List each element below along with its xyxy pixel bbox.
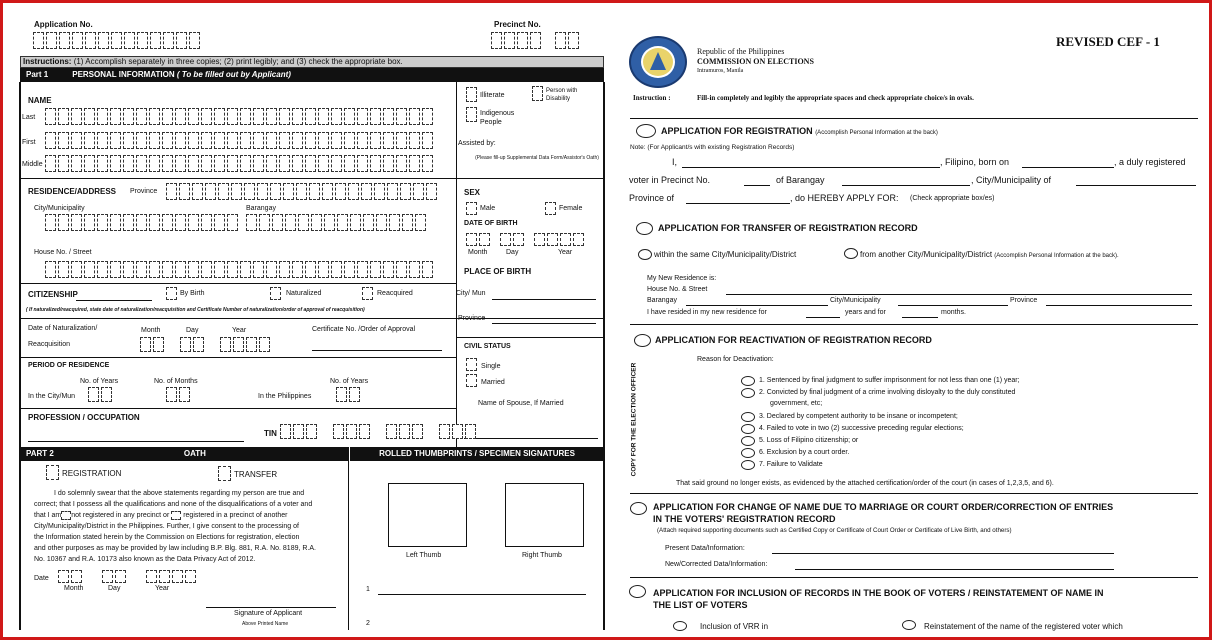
- from-text: from another City/Municipality/District: [860, 250, 993, 259]
- divider-address: [20, 283, 456, 284]
- change-title-2: IN THE VOTERS' REGISTRATION RECORD: [653, 514, 836, 524]
- spouse-line[interactable]: [464, 438, 598, 439]
- divider-transfer: [630, 324, 1198, 325]
- reason-5: 5. Loss of Filipino citizenship; or: [759, 437, 859, 444]
- house-street-label: House No. & Street: [647, 286, 708, 293]
- in-ph-label: In the Philippines: [258, 393, 312, 400]
- change-title-1: APPLICATION FOR CHANGE OF NAME DUE TO MARRIAGE OR COURT ORDER/CORRECTION OF ENTRIES: [653, 502, 1114, 512]
- inclusion-title-2: THE LIST OF VOTERS: [653, 600, 748, 610]
- specimen-2-label: 2: [366, 620, 370, 627]
- reason-label: Reason for Deactivation:: [697, 356, 774, 363]
- divider-name: [20, 178, 604, 179]
- naturalized-checkbox[interactable]: [270, 287, 281, 300]
- transfer-title: APPLICATION FOR TRANSFER OF REGISTRATION RECORD: [658, 223, 918, 233]
- instructions-strip: [20, 56, 604, 68]
- naturalized-label: Naturalized: [286, 290, 322, 297]
- name-label: NAME: [28, 96, 52, 105]
- new-city-line[interactable]: [898, 305, 1008, 306]
- line3-b: , do HEREBY APPLY FOR:: [790, 193, 899, 203]
- specimen-1-label: 1: [366, 586, 370, 593]
- date-naturalization-label: Date of Naturalization/: [28, 325, 98, 332]
- period-label: PERIOD OF RESIDENCE: [28, 362, 110, 369]
- oath-line-3c: registered in a precinct of another: [183, 512, 288, 519]
- reason-4: 4. Failed to vote in two (2) successive preceding regular elections;: [759, 425, 964, 432]
- divider-change: [630, 577, 1198, 578]
- reason-6-oval[interactable]: [741, 448, 755, 458]
- house-street-line[interactable]: [726, 294, 1192, 295]
- oath-label: OATH: [183, 449, 206, 458]
- house-boxes[interactable]: [45, 261, 435, 278]
- dob-month-label: Month: [468, 249, 488, 256]
- oath-line-3a: that I am: [34, 512, 62, 519]
- reinstate-oval[interactable]: [902, 620, 916, 630]
- oath-line-7: No. 10367 and R.A. 10173 also known as the Data Privacy Act of 2012.: [34, 556, 256, 563]
- oath-text: [34, 488, 336, 565]
- inclusion-title-1: APPLICATION FOR INCLUSION OF RECORDS IN THE BOOK OF VOTERS / REINSTATEMENT OF NAME IN: [653, 588, 1104, 598]
- nat-day-label: Day: [186, 327, 199, 334]
- oath-line-4: City/Municipality/District in the Philippines. Further, I give consent to the processing of: [34, 523, 299, 530]
- oath-year-label: Year: [155, 585, 170, 592]
- new-data-line[interactable]: [795, 569, 1114, 570]
- application-no-boxes[interactable]: [33, 32, 202, 49]
- male-label: Male: [480, 205, 496, 212]
- copy-side-label-wrap: [614, 354, 654, 486]
- divider-period: [20, 408, 456, 409]
- city-barangay-boxes[interactable]: [45, 214, 428, 231]
- right-thumb-label: Right Thumb: [522, 552, 562, 559]
- reason-7: 7. Failure to Validate: [759, 461, 823, 468]
- middle-name-boxes[interactable]: [45, 155, 435, 172]
- new-province-label: Province: [1010, 297, 1038, 304]
- above-printed-label: Above Printed Name: [242, 621, 289, 627]
- left-thumb-box[interactable]: [388, 483, 467, 547]
- oath-day-label: Day: [108, 585, 121, 592]
- manila-label: Intramuros, Manila: [697, 68, 744, 74]
- first-label: First: [22, 139, 36, 146]
- line3-c: (Check appropriate box/es): [910, 195, 995, 202]
- dob-day-label: Day: [506, 249, 519, 256]
- pob-label: PLACE OF BIRTH: [464, 267, 532, 276]
- dob-label: DATE OF BIRTH: [464, 220, 518, 227]
- inclusion-oval[interactable]: [629, 585, 646, 598]
- city-months-boxes[interactable]: [166, 387, 192, 402]
- instructions-label: Instructions:: [23, 57, 72, 66]
- spouse-label: Name of Spouse, If Married: [478, 400, 564, 407]
- line2-c: , City/Municipality of: [971, 175, 1052, 185]
- ground-text: That said ground no longer exists, as evidenced by the attached certification/order of the court (in cases of 1,2,3,5, and 6).: [676, 480, 1054, 487]
- new-barangay-label: Barangay: [647, 297, 677, 304]
- citizenship-line[interactable]: [76, 300, 152, 301]
- reason-2b: government, etc;: [770, 400, 823, 407]
- cert-no-label: Certificate No. /Order of Approval: [312, 326, 416, 333]
- pob-city-label: City/ Mun: [456, 290, 486, 297]
- from-sub: (Accomplish Personal Information at the back).: [994, 253, 1119, 259]
- registration-label: REGISTRATION: [62, 469, 122, 478]
- present-label: Present Data/Information:: [665, 545, 745, 552]
- province-of-line[interactable]: [686, 194, 790, 204]
- years-line[interactable]: [806, 317, 840, 318]
- tin-label: TIN: [264, 429, 277, 438]
- city-line[interactable]: [1076, 176, 1196, 186]
- name-line[interactable]: [682, 158, 940, 168]
- line1-a: I,: [672, 157, 678, 167]
- reason-1-oval[interactable]: [741, 376, 755, 386]
- single-label: Single: [481, 363, 501, 370]
- application-no-label: Application No.: [34, 20, 93, 29]
- note-label: Note: (For Applicant/s with existing Registration Records): [630, 144, 795, 151]
- pob-province-line[interactable]: [492, 323, 596, 324]
- house-label: House No. / Street: [34, 249, 92, 256]
- sex-label: SEX: [464, 188, 481, 197]
- new-city-label: City/Municipality: [830, 297, 881, 304]
- residence-label: RESIDENCE/ADDRESS: [28, 187, 117, 196]
- comelec-seal: [629, 36, 687, 88]
- new-data-label: New/Corrected Data/Information:: [665, 561, 768, 568]
- city-years-boxes[interactable]: [88, 387, 114, 402]
- part1-label: Part 1: [26, 70, 49, 79]
- oath-line-6: and other purposes as may be provided by law including B.P. Blg. 881, R.A. No. 8189, R.A.: [34, 545, 316, 552]
- dob-boxes[interactable]: [466, 233, 586, 246]
- instructions-text: (1) Accomplish separately in three copies; (2) print legibly; and (3) check the appropriate box.: [73, 57, 403, 66]
- profession-line[interactable]: [28, 441, 244, 442]
- nat-year-label: Year: [232, 327, 247, 334]
- precinct-line[interactable]: [744, 176, 770, 186]
- present-line[interactable]: [772, 553, 1114, 554]
- oath-line-1: I do solemnly swear that the above statements regarding my person are true and: [54, 490, 305, 497]
- part2-divider: [348, 447, 349, 630]
- new-residence-label: My New Residence is:: [647, 275, 717, 282]
- republic-label: Republic of the Philippines: [697, 47, 785, 56]
- left-thumb-label: Left Thumb: [406, 552, 442, 559]
- within-oval[interactable]: [638, 249, 652, 260]
- in-city-label: In the City/Mun: [28, 393, 76, 400]
- registered-checkbox[interactable]: [171, 511, 181, 520]
- reason-1: 1. Sentenced by final judgment to suffer imprisonment for not less than one (1) year;: [759, 377, 1020, 384]
- form-title: REVISED CEF - 1: [1056, 34, 1160, 49]
- left-border: [19, 82, 21, 630]
- oath-month-label: Month: [64, 585, 84, 592]
- reacquired-checkbox[interactable]: [362, 287, 373, 300]
- pwd-checkbox[interactable]: [532, 86, 543, 101]
- transfer-label: TRANSFER: [234, 470, 278, 479]
- period-years-label: No. of Years: [80, 378, 119, 385]
- instruction-text: Fill-in completely and legibly the appropriate spaces and check appropriate choice/s in ovals.: [697, 94, 974, 102]
- resided-c: months.: [941, 309, 966, 316]
- from-label: [860, 250, 1119, 259]
- illiterate-label: Illiterate: [480, 92, 505, 99]
- indigenous-checkbox[interactable]: [466, 107, 477, 122]
- line2-b: of Barangay: [776, 175, 825, 185]
- transfer-checkbox[interactable]: [218, 466, 231, 481]
- illiterate-checkbox[interactable]: [466, 87, 477, 102]
- civil-status-label: CIVIL STATUS: [464, 343, 511, 350]
- resided-a: I have resided in my new residence for: [647, 309, 767, 316]
- indigenous-label: Indigenous People: [480, 110, 515, 126]
- reactivation-oval[interactable]: [634, 334, 651, 347]
- rolled-header: ROLLED THUMBPRINTS / SPECIMEN SIGNATURES: [350, 447, 604, 461]
- province-label: Province: [130, 188, 158, 195]
- registration-oval[interactable]: [636, 124, 656, 138]
- first-name-boxes[interactable]: [45, 132, 435, 149]
- female-label: Female: [559, 205, 583, 212]
- reinstate-label: Reinstatement of the name of the registered voter which: [924, 622, 1123, 631]
- single-checkbox[interactable]: [466, 358, 477, 371]
- profession-label: PROFESSION / OCCUPATION: [28, 413, 140, 422]
- precinct-no-label: Precinct No.: [494, 20, 541, 29]
- divider-citizenship: [20, 318, 604, 319]
- part1-subtitle: ( To be filled out by Applicant): [176, 70, 291, 79]
- resided-b: years and for: [845, 309, 886, 316]
- precinct-no-boxes[interactable]: [491, 32, 581, 49]
- months-line[interactable]: [902, 317, 938, 318]
- oath-date-boxes[interactable]: [58, 570, 198, 583]
- pwd-label: Person with Disability: [546, 88, 578, 102]
- city-label: City/Municipality: [34, 205, 85, 212]
- period-months-label: No. of Months: [154, 378, 198, 385]
- nat-month-label: Month: [141, 327, 161, 334]
- divider-naturalization: [20, 357, 456, 358]
- by-birth-checkbox[interactable]: [166, 287, 177, 300]
- column-divider: [456, 82, 457, 447]
- line3-a: Province of: [629, 193, 675, 203]
- part1-header: [20, 68, 604, 82]
- new-province-line[interactable]: [1046, 305, 1192, 306]
- assisted-label: Assisted by:: [458, 140, 496, 147]
- part2-label: PART 2: [26, 449, 54, 458]
- divider-reactivation: [630, 493, 1198, 494]
- from-oval[interactable]: [844, 248, 858, 259]
- citizenship-note: ( If naturalized/reacquired, state date of naturalization/reacquisition and Certificate Number of naturalization/order of approval of reacquisition): [26, 307, 365, 313]
- registration-title: [661, 126, 938, 136]
- oath-line-3: [34, 510, 336, 521]
- registration-title-text: APPLICATION FOR REGISTRATION: [661, 126, 813, 136]
- reason-2-oval[interactable]: [741, 388, 755, 398]
- ph-years-boxes[interactable]: [336, 387, 362, 402]
- instruction-label: Instruction :: [633, 94, 671, 102]
- line1-c: , a duly registered: [1114, 157, 1186, 167]
- right-border: [603, 82, 605, 630]
- transfer-oval[interactable]: [636, 222, 653, 235]
- reason-7-oval[interactable]: [741, 460, 755, 470]
- divider-civil: [456, 337, 604, 338]
- vrr-oval[interactable]: [673, 621, 687, 631]
- last-name-boxes[interactable]: [45, 108, 435, 125]
- married-checkbox[interactable]: [466, 374, 477, 387]
- within-label: within the same City/Municipality/District: [654, 250, 797, 259]
- signature-label: Signature of Applicant: [234, 610, 303, 617]
- right-thumb-box[interactable]: [505, 483, 584, 547]
- new-barangay-line[interactable]: [686, 305, 828, 306]
- reason-5-oval[interactable]: [741, 436, 755, 446]
- reacquisition-label: Reacquisition: [28, 341, 71, 348]
- oath-date-label: Date: [34, 575, 49, 582]
- supplemental-note: (Please fill-up Supplemental Data Form/Assistor's Oath): [475, 155, 599, 161]
- signature-line[interactable]: [206, 607, 336, 608]
- female-checkbox[interactable]: [545, 202, 556, 215]
- by-birth-label: By Birth: [180, 290, 205, 297]
- reason-3: 3. Declared by competent authority to be insane or incompetent;: [759, 413, 958, 420]
- line1-b: , Filipino, born on: [940, 157, 1010, 167]
- reason-3-oval[interactable]: [741, 412, 755, 422]
- male-checkbox[interactable]: [466, 202, 477, 215]
- oath-line-2: correct; that I possess all the qualifications and none of the disqualifications of a voter and: [34, 501, 313, 508]
- line2-a: voter in Precinct No.: [629, 175, 711, 185]
- middle-label: Middle: [22, 161, 43, 168]
- vrr-label: Inclusion of VRR in: [700, 622, 769, 631]
- part2-header: [20, 447, 348, 461]
- reason-6: 6. Exclusion by a court order.: [759, 449, 850, 456]
- reacquired-label: Reacquired: [377, 290, 413, 297]
- reason-2: 2. Convicted by final judgment of a crime involving disloyalty to the duly constituted: [759, 389, 1016, 396]
- divider-top: [630, 118, 1198, 119]
- reason-4-oval[interactable]: [741, 424, 755, 434]
- born-on-line[interactable]: [1022, 158, 1114, 168]
- specimen-1-line[interactable]: [378, 594, 586, 595]
- cert-no-line[interactable]: [312, 350, 442, 351]
- change-sub: (Attach required supporting documents such as Certified Copy or Certificate of Court Order or Certificate of Live Birth, and others): [657, 527, 1012, 534]
- period-ph-years-label: No. of Years: [330, 378, 369, 385]
- oath-line-5: the Information stated herein by the Commission on Elections for registration, election: [34, 534, 300, 541]
- last-label: Last: [22, 114, 36, 121]
- oath-line-3b: not registered in any precinct or: [71, 512, 170, 519]
- married-label: Married: [481, 379, 505, 386]
- change-name-oval[interactable]: [630, 502, 647, 515]
- pob-city-line[interactable]: [492, 299, 596, 300]
- citizenship-label: CITIZENSHIP: [28, 290, 78, 299]
- reactivation-title: APPLICATION FOR REACTIVATION OF REGISTRATION RECORD: [655, 335, 932, 345]
- not-registered-checkbox[interactable]: [61, 511, 71, 520]
- nat-date-boxes[interactable]: [140, 337, 272, 352]
- barangay-label: Barangay: [246, 205, 276, 212]
- province-boxes[interactable]: [166, 183, 439, 200]
- registration-sub: (Accomplish Personal Information at the back): [815, 130, 938, 136]
- comelec-label: COMMISSION ON ELECTIONS: [697, 57, 814, 66]
- barangay-line[interactable]: [842, 176, 970, 186]
- copy-side-label: COPY FOR THE ELECTION OFFICER: [630, 362, 638, 477]
- dob-year-label: Year: [558, 249, 573, 256]
- tin-boxes[interactable]: [280, 424, 478, 439]
- part1-title: PERSONAL INFORMATION: [72, 70, 175, 79]
- registration-checkbox[interactable]: [46, 465, 59, 480]
